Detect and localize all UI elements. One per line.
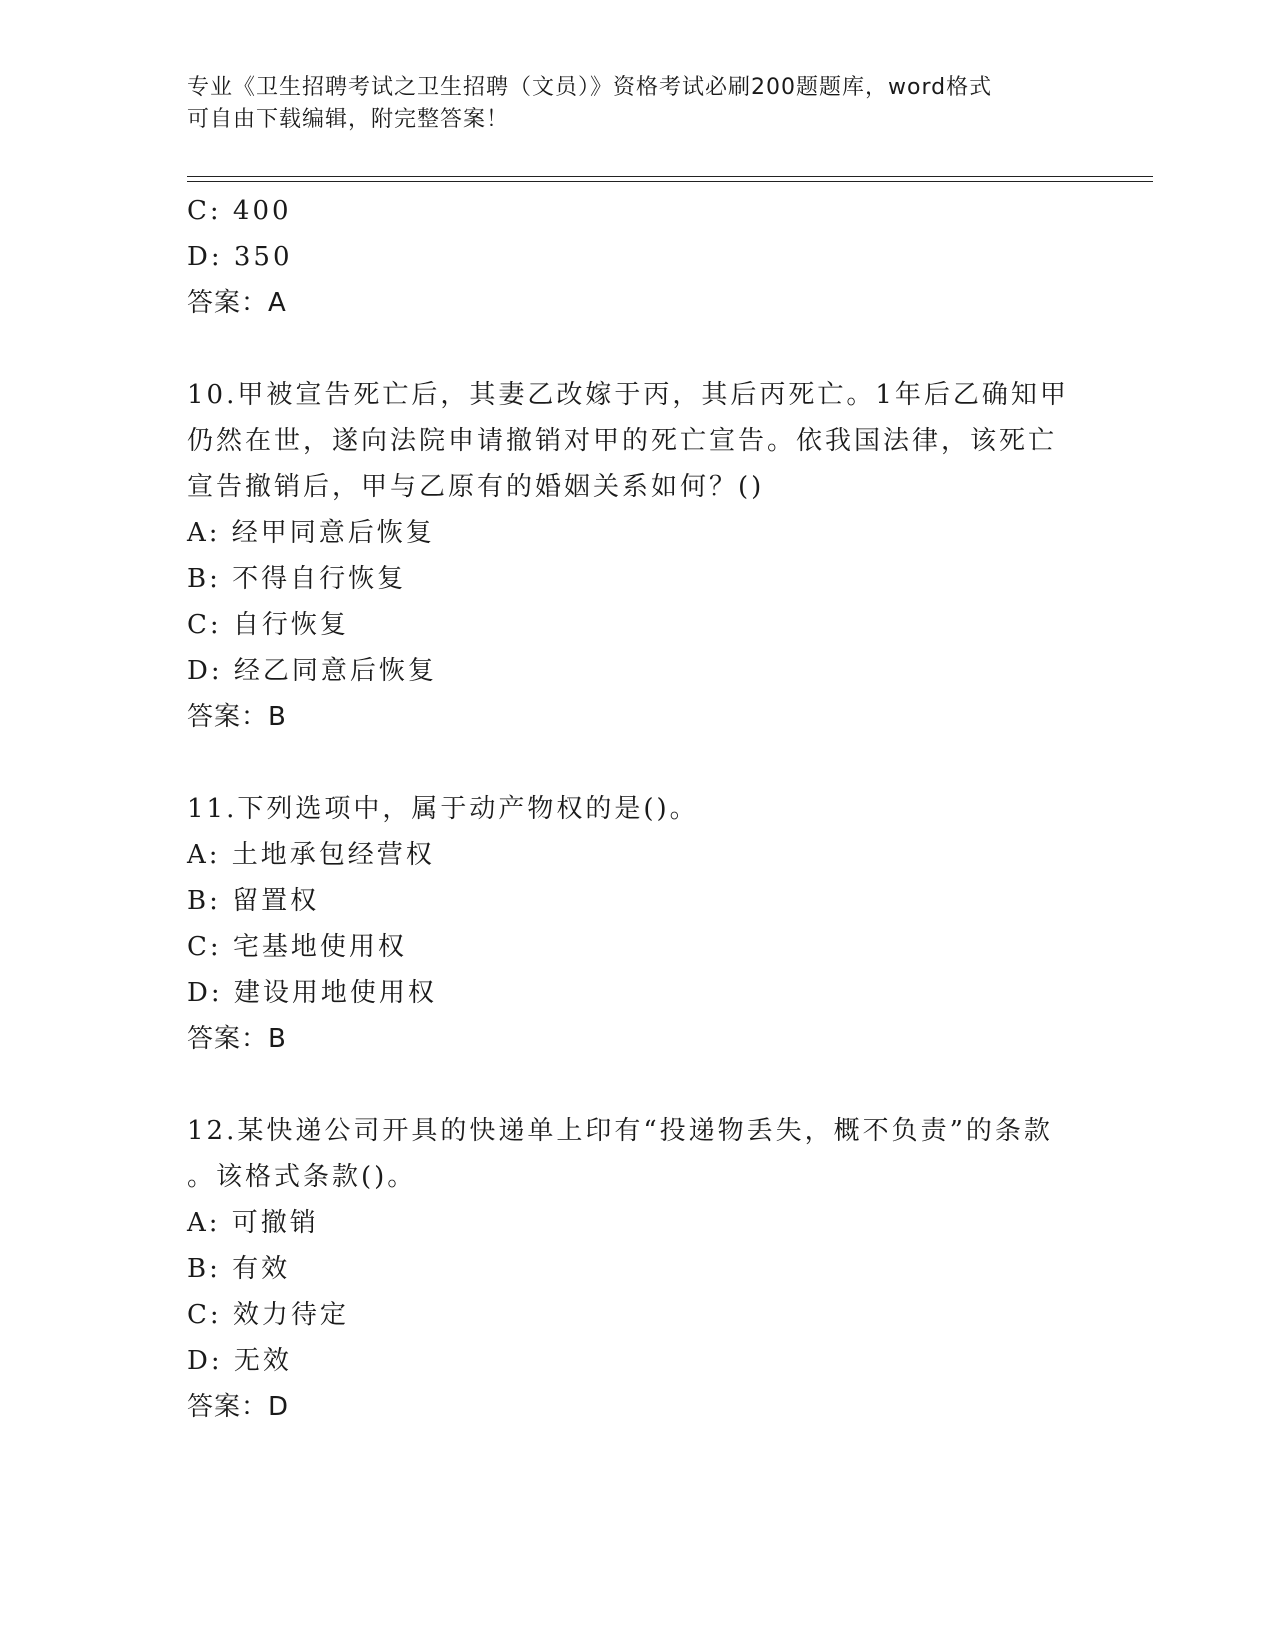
- option-d: D: 经乙同意后恢复: [187, 656, 437, 686]
- header-line-2: 可自由下载编辑，附完整答案！: [187, 107, 510, 132]
- question-stem-line: 。该格式条款()。: [187, 1162, 417, 1192]
- option-b: B: 不得自行恢复: [187, 564, 407, 594]
- document-header: [187, 72, 1067, 136]
- header-line-1: 专业《卫生招聘考试之卫生招聘（文员）》资格考试必刷200题题库，word格式: [187, 75, 993, 100]
- question-stem-line: 12.某快递公司开具的快递单上印有“投递物丢失，概不负责”的条款: [187, 1116, 1053, 1146]
- option-d: D: 350: [187, 242, 293, 272]
- answer: 答案：D: [187, 1392, 290, 1422]
- option-a: A: 土地承包经营权: [187, 840, 435, 870]
- question-12: [187, 1108, 1087, 1430]
- question-stem-line: 仍然在世，遂向法院申请撤销对甲的死亡宣告。依我国法律，该死亡: [187, 426, 1058, 456]
- answer: 答案：B: [187, 1024, 287, 1054]
- spacer: [187, 1062, 1087, 1108]
- header-rule-bottom: [187, 181, 1153, 182]
- answer: 答案：B: [187, 702, 287, 732]
- option-d: D: 无效: [187, 1346, 292, 1376]
- option-c: C: 效力待定: [187, 1300, 349, 1330]
- option-a: A: 可撤销: [187, 1208, 319, 1238]
- question-stem-line: 10.甲被宣告死亡后，其妻乙改嫁于丙，其后丙死亡。1年后乙确知甲: [187, 380, 1069, 410]
- option-d: D: 建设用地使用权: [187, 978, 437, 1008]
- question-stem-line: 宣告撤销后，甲与乙原有的婚姻关系如何？(): [187, 472, 765, 502]
- spacer: [187, 326, 1087, 372]
- option-b: B: 留置权: [187, 886, 320, 916]
- option-a: A: 经甲同意后恢复: [187, 518, 435, 548]
- option-b: B: 有效: [187, 1254, 291, 1284]
- question-list: [187, 188, 1087, 1430]
- question-10: [187, 372, 1087, 740]
- spacer: [187, 740, 1087, 786]
- question-stem-line: 11.下列选项中，属于动产物权的是()。: [187, 794, 699, 824]
- option-c: C: 自行恢复: [187, 610, 349, 640]
- option-c: C: 宅基地使用权: [187, 932, 407, 962]
- answer: 答案：A: [187, 288, 287, 318]
- question-11: [187, 786, 1087, 1062]
- option-c: C: 400: [187, 196, 292, 226]
- header-rule-top: [187, 176, 1153, 177]
